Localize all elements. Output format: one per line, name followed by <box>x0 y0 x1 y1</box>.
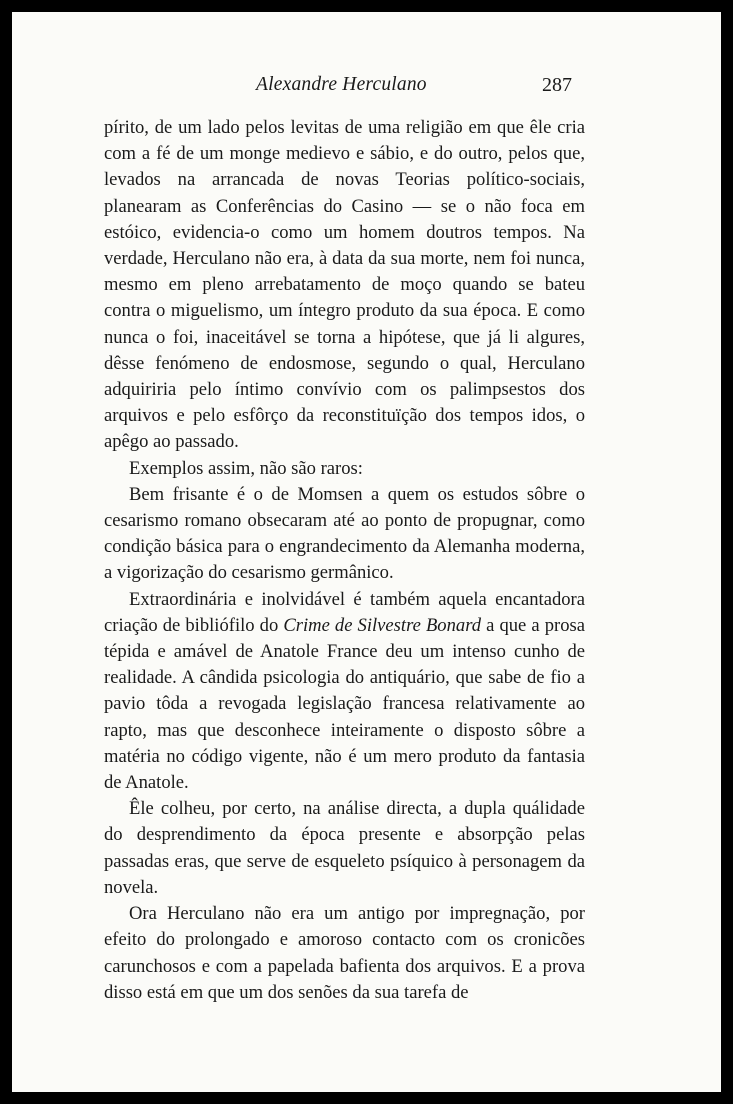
page-number: 287 <box>542 74 572 96</box>
paragraph-2: Exemplos assim, não são raros: <box>129 457 363 479</box>
paragraph-6: Ora Herculano não era um antigo por impregnação, por efeito do prolongado e amoroso contacto com os cronicões carunchosos e com a papelada bafienta dos arquivos. E a prova disso está em que um dos senões da sua tarefa de <box>104 903 585 1003</box>
paragraph-5: Êle colheu, por certo, na análise directa, a dupla quálidade do desprendimento da época presente e absorpção pelas passadas eras, que serve de esqueleto psíquico à personagem da novela. <box>104 798 585 898</box>
paragraph-3: Bem frisante é o de Momsen a quem os estudos sôbre o cesarismo romano obsecaram até ao ponto de propugnar, como condição básica para o engrandecimento da Alemanha moderna, a vigorização do cesarismo germânico. <box>104 483 585 584</box>
book-title-italic: Crime de Silvestre Bonard <box>283 614 482 636</box>
running-title: Alexandre Herculano <box>256 74 427 95</box>
paragraph-4-text-b: a que a prosa tépida e amável de Anatole France deu um intenso cunho de realidade. A cândida psicologia do antiquário, que sabe de fio a pavio tôda a revogada legislação francesa relativamente ao rapto, mas que desconhece inteiramente o disposto sôbre a matéria no código vigente, não é um mero produto da fantasia de Anatole. <box>104 614 585 794</box>
paragraph-4 <box>104 587 585 797</box>
page-header <box>12 74 721 104</box>
book-page <box>12 12 721 1092</box>
body-text <box>104 115 585 1006</box>
paragraph-4-text-a: Extraordinária e inolvidável é também aquela encantadora criação de bibliófilo do <box>104 588 585 636</box>
paragraph-1: pírito, de um lado pelos levitas de uma religião em que êle cria com a fé de um monge medievo e sábio, e do outro, pelos que, levados na arrancada de novas Teorias político-sociais, planearam as Conferências do Casino — se o não foca em estóico, evidencia-o como um homem doutros tempos. Na verdade, Herculano não era, à data da sua morte, nem foi nunca, mesmo em pleno arrebatamento de moço quando se bateu contra o miguelismo, um íntegro produto da sua época. E como nunca o foi, inaceitável se torna a hipótese, que já li algures, dêsse fenómeno de endosmose, segundo o qual, Herculano adquiriria pelo íntimo convívio com os palimpsestos dos arquivos e pelo esfôrço da reconstituïção dos tempos idos, o apêgo ao passado. <box>104 117 585 453</box>
